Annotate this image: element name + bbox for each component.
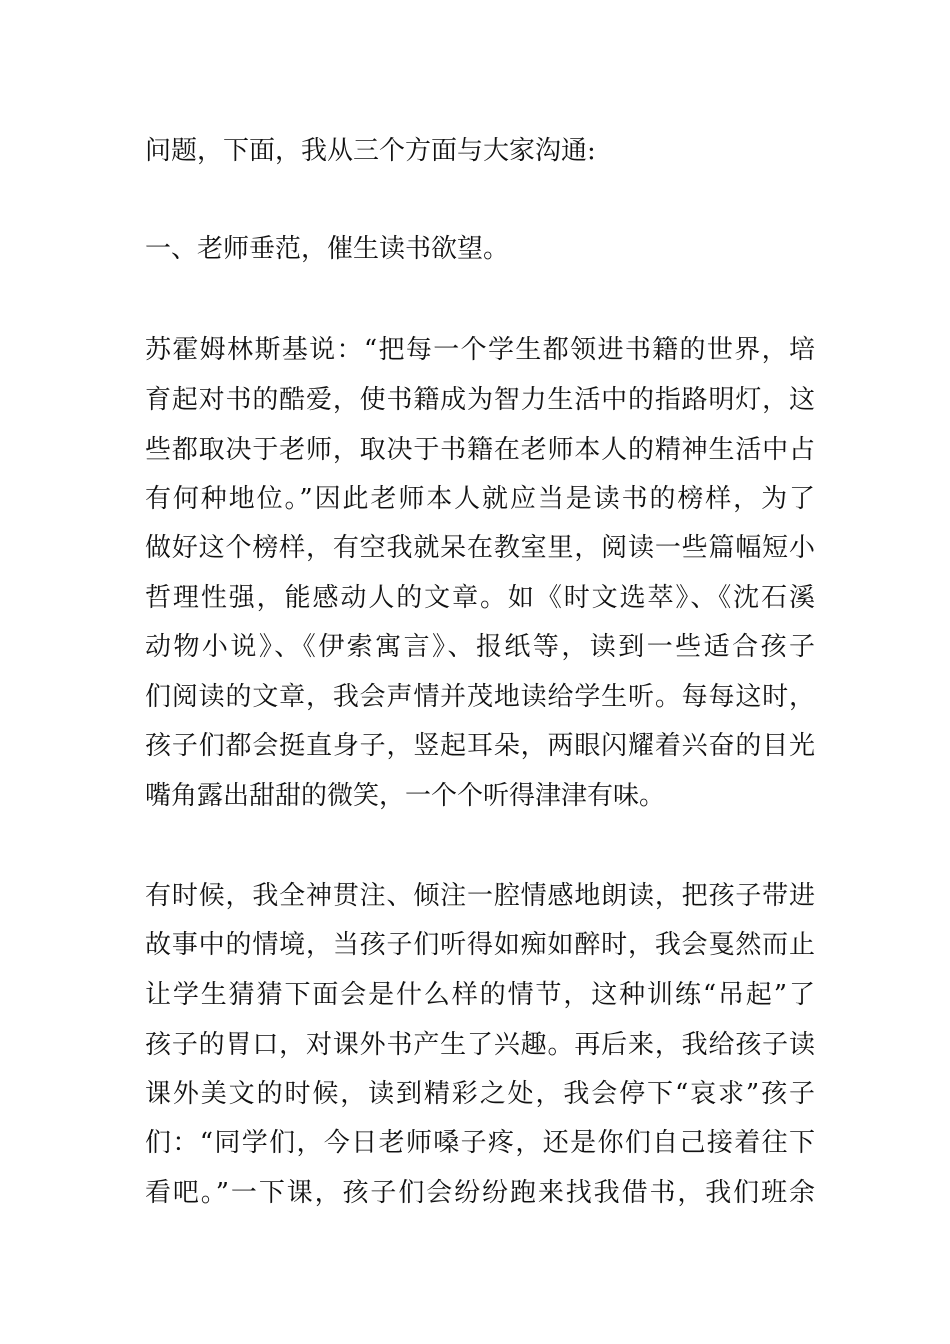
text-line: 苏霍姆林斯基说：“把每一个学生都领进书籍的世界，培 <box>145 335 815 365</box>
text-line: 看吧。”一下课，孩子们会纷纷跑来找我借书，我们班余 <box>145 1178 815 1208</box>
text-line: 们阅读的文章，我会声情并茂地读给学生听。每每这时， <box>145 682 815 712</box>
text-line: 做好这个榜样，有空我就呆在教室里，阅读一些篇幅短小 <box>145 533 815 563</box>
text-line: 哲理性强，能感动人的文章。如《时文选萃》、《沈石溪 <box>145 583 815 613</box>
text-line: 些都取决于老师，取决于书籍在老师本人的精神生活中占 <box>145 435 815 465</box>
text-line: 问题，下面，我从三个方面与大家沟通: <box>145 136 596 166</box>
text-line: 育起对书的酷爱，使书籍成为智力生活中的指路明灯，这 <box>145 385 815 415</box>
section-heading: 一、老师垂范，催生读书欲望。 <box>145 234 510 264</box>
text-line: 孩子的胃口，对课外书产生了兴趣。再后来，我给孩子读 <box>145 1030 815 1060</box>
text-line: 有时候，我全神贯注、倾注一腔情感地朗读，把孩子带进 <box>145 881 815 911</box>
text-line: 嘴角露出甜甜的微笑，一个个听得津津有味。 <box>145 781 666 811</box>
text-line: 孩子们都会挺直身子，竖起耳朵，两眼闪耀着兴奋的目光 <box>145 731 815 761</box>
text-line: 们：“同学们，今日老师嗓子疼，还是你们自己接着往下 <box>145 1128 815 1158</box>
text-line: 动物小说》、《伊索寓言》、报纸等，读到一些适合孩子 <box>145 632 815 662</box>
text-line: 故事中的情境，当孩子们听得如痴如醉时，我会戛然而止 <box>145 930 815 960</box>
text-line: 有何种地位。”因此老师本人就应当是读书的榜样，为了 <box>145 484 815 514</box>
text-line: 让学生猜猜下面会是什么样的情节，这种训练“吊起”了 <box>145 980 815 1010</box>
text-line: 课外美文的时候，读到精彩之处，我会停下“哀求”孩子 <box>145 1079 815 1109</box>
